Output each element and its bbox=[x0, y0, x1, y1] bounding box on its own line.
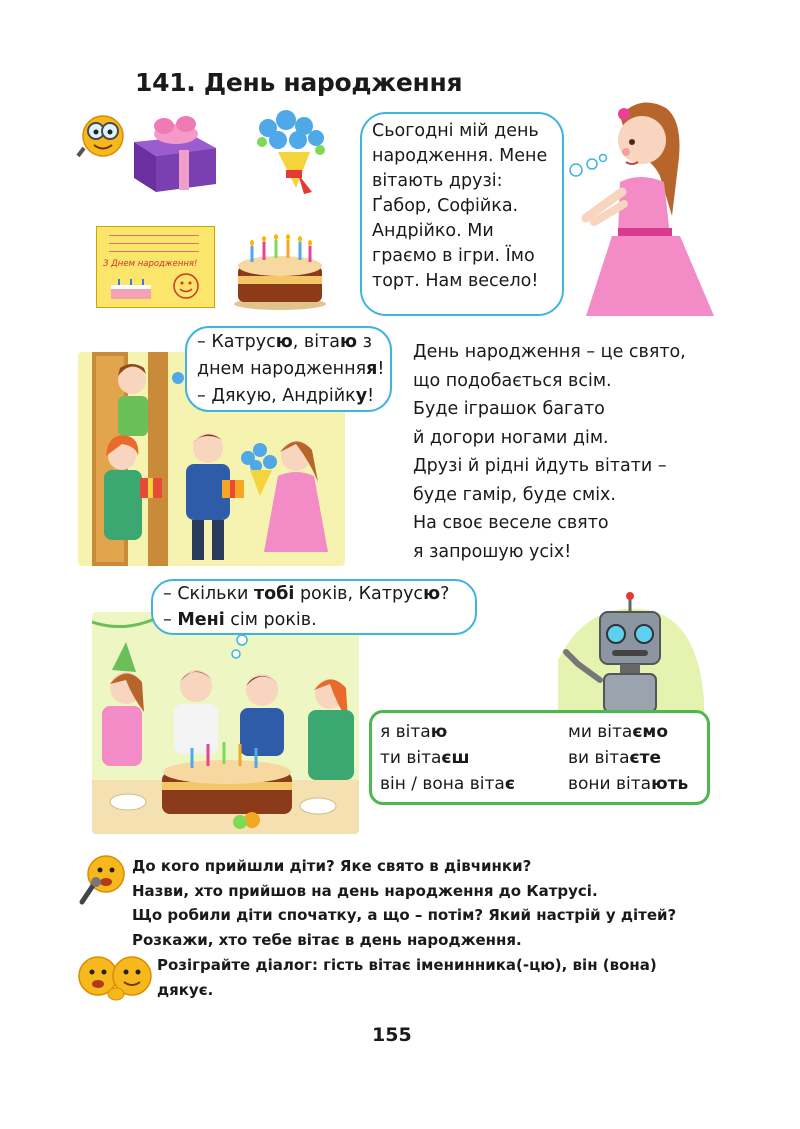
poem-line: Друзі й рідні йдуть вітати – bbox=[413, 456, 667, 476]
text-part: , віта bbox=[292, 332, 340, 352]
text-part: днем народження bbox=[197, 359, 367, 379]
birthday-poem bbox=[413, 338, 686, 566]
text-part: з bbox=[357, 332, 372, 352]
text-part: ? bbox=[440, 584, 450, 604]
bubble-line: народження. Мене bbox=[372, 146, 548, 166]
text-part: – Катрус bbox=[197, 332, 276, 352]
bubble-line bbox=[197, 329, 380, 356]
question-line: Назви, хто прийшов на день народження до Катрусі. bbox=[132, 881, 598, 900]
thought-dots bbox=[222, 634, 262, 664]
poem-line: я запрошую усіх! bbox=[413, 541, 572, 562]
girl-speech-bubble bbox=[360, 112, 564, 316]
verb-stem: вони віта bbox=[568, 774, 652, 794]
bubble-line: вітають друзі: bbox=[372, 171, 503, 191]
conjugation-cell bbox=[380, 719, 568, 745]
text-ending: ю bbox=[340, 332, 358, 352]
text-ending: у bbox=[355, 386, 368, 406]
role-play-task: Розіграйте діалог: гість вітає іменинника(-цю), він (вона) дякує. bbox=[157, 956, 657, 999]
text-part: ! bbox=[377, 359, 385, 379]
greeting-card bbox=[96, 226, 215, 308]
verb-ending: ють bbox=[651, 774, 689, 794]
questions-block bbox=[132, 854, 676, 952]
magnifier-smiley-icon bbox=[76, 110, 126, 160]
bubble-line: Ґабор, Софійка. bbox=[372, 196, 519, 216]
conjugation-cell bbox=[380, 771, 568, 797]
bubble-line: Андрійко. Ми bbox=[372, 221, 494, 241]
verb-ending: єте bbox=[629, 748, 662, 768]
gift-box-illustration bbox=[124, 112, 224, 194]
bubble-line bbox=[197, 383, 380, 410]
lesson-title: 141. День народження bbox=[135, 68, 463, 97]
card-cake-icon bbox=[107, 277, 157, 303]
text-ending: ю bbox=[275, 332, 293, 352]
two-smileys-icon bbox=[76, 952, 156, 1002]
conjugation-cell bbox=[568, 771, 688, 797]
text-emphasis: тобі bbox=[253, 584, 295, 604]
conjugation-cell bbox=[380, 745, 568, 771]
verb-ending: ємо bbox=[632, 722, 668, 742]
text-ending: я bbox=[366, 359, 378, 379]
verb-ending: єш bbox=[441, 748, 470, 768]
conjugation-row bbox=[380, 745, 699, 771]
text-part: сім років. bbox=[224, 610, 317, 630]
text-part: – Дякую, Андрійк bbox=[197, 386, 356, 406]
conjugation-cell bbox=[568, 745, 661, 771]
poem-line: День народження – це свято, bbox=[413, 342, 686, 362]
bubble-line: граємо в ігри. Їмо bbox=[372, 246, 535, 266]
bubble-line: Сьогодні мій день bbox=[372, 121, 539, 141]
text-part: – Скільки bbox=[163, 584, 254, 604]
poem-line: На своє веселе свято bbox=[413, 513, 609, 533]
flower-bouquet-illustration bbox=[248, 108, 338, 203]
question-line: Розкажи, хто тебе вітає в день народження. bbox=[132, 930, 522, 949]
poem-line: що подобається всім. bbox=[413, 370, 612, 391]
bubble-line bbox=[163, 607, 465, 633]
verb-ending: ю bbox=[430, 722, 448, 742]
conjugation-row bbox=[380, 719, 699, 745]
text-part: років, Катрус bbox=[294, 584, 424, 604]
conjugation-row bbox=[380, 771, 699, 797]
greeting-dialog-bubble bbox=[185, 326, 392, 412]
verb-stem: він / вона віта bbox=[380, 774, 505, 794]
verb-stem: ти віта bbox=[380, 748, 442, 768]
question-line: До кого прийшли діти? Яке свято в дівчинки? bbox=[132, 857, 532, 875]
text-emphasis: Мені bbox=[177, 610, 225, 630]
text-part: ! bbox=[367, 386, 375, 406]
verb-stem: ми віта bbox=[568, 722, 633, 742]
verb-stem: я віта bbox=[380, 722, 431, 742]
bubble-line bbox=[197, 356, 385, 383]
card-smiley-icon bbox=[171, 271, 201, 301]
conjugation-cell bbox=[568, 719, 668, 745]
robot-illustration bbox=[548, 590, 708, 712]
bubble-line: торт. Нам весело! bbox=[372, 271, 539, 291]
text-ending: ю bbox=[423, 584, 441, 604]
bubble-line bbox=[163, 581, 465, 607]
page-number: 155 bbox=[372, 1024, 412, 1046]
question-line: Що робили діти спочатку, а що – потім? Який настрій у дітей? bbox=[132, 906, 677, 924]
verb-stem: ви віта bbox=[568, 748, 630, 768]
poem-line: буде гамір, буде сміх. bbox=[413, 484, 616, 505]
text-part: – bbox=[163, 610, 178, 630]
girl-katrusia-illustration bbox=[580, 96, 716, 318]
verb-ending: є bbox=[504, 774, 515, 794]
birthday-cake-illustration bbox=[230, 228, 330, 312]
microphone-smiley-icon bbox=[74, 852, 128, 906]
poem-line: й догори ногами дім. bbox=[413, 427, 609, 448]
age-dialog-bubble bbox=[151, 579, 477, 635]
card-greeting-text: З Днем народження! bbox=[103, 259, 198, 269]
poem-line: Буде іграшок багато bbox=[413, 399, 605, 419]
verb-conjugation-table bbox=[369, 710, 710, 805]
